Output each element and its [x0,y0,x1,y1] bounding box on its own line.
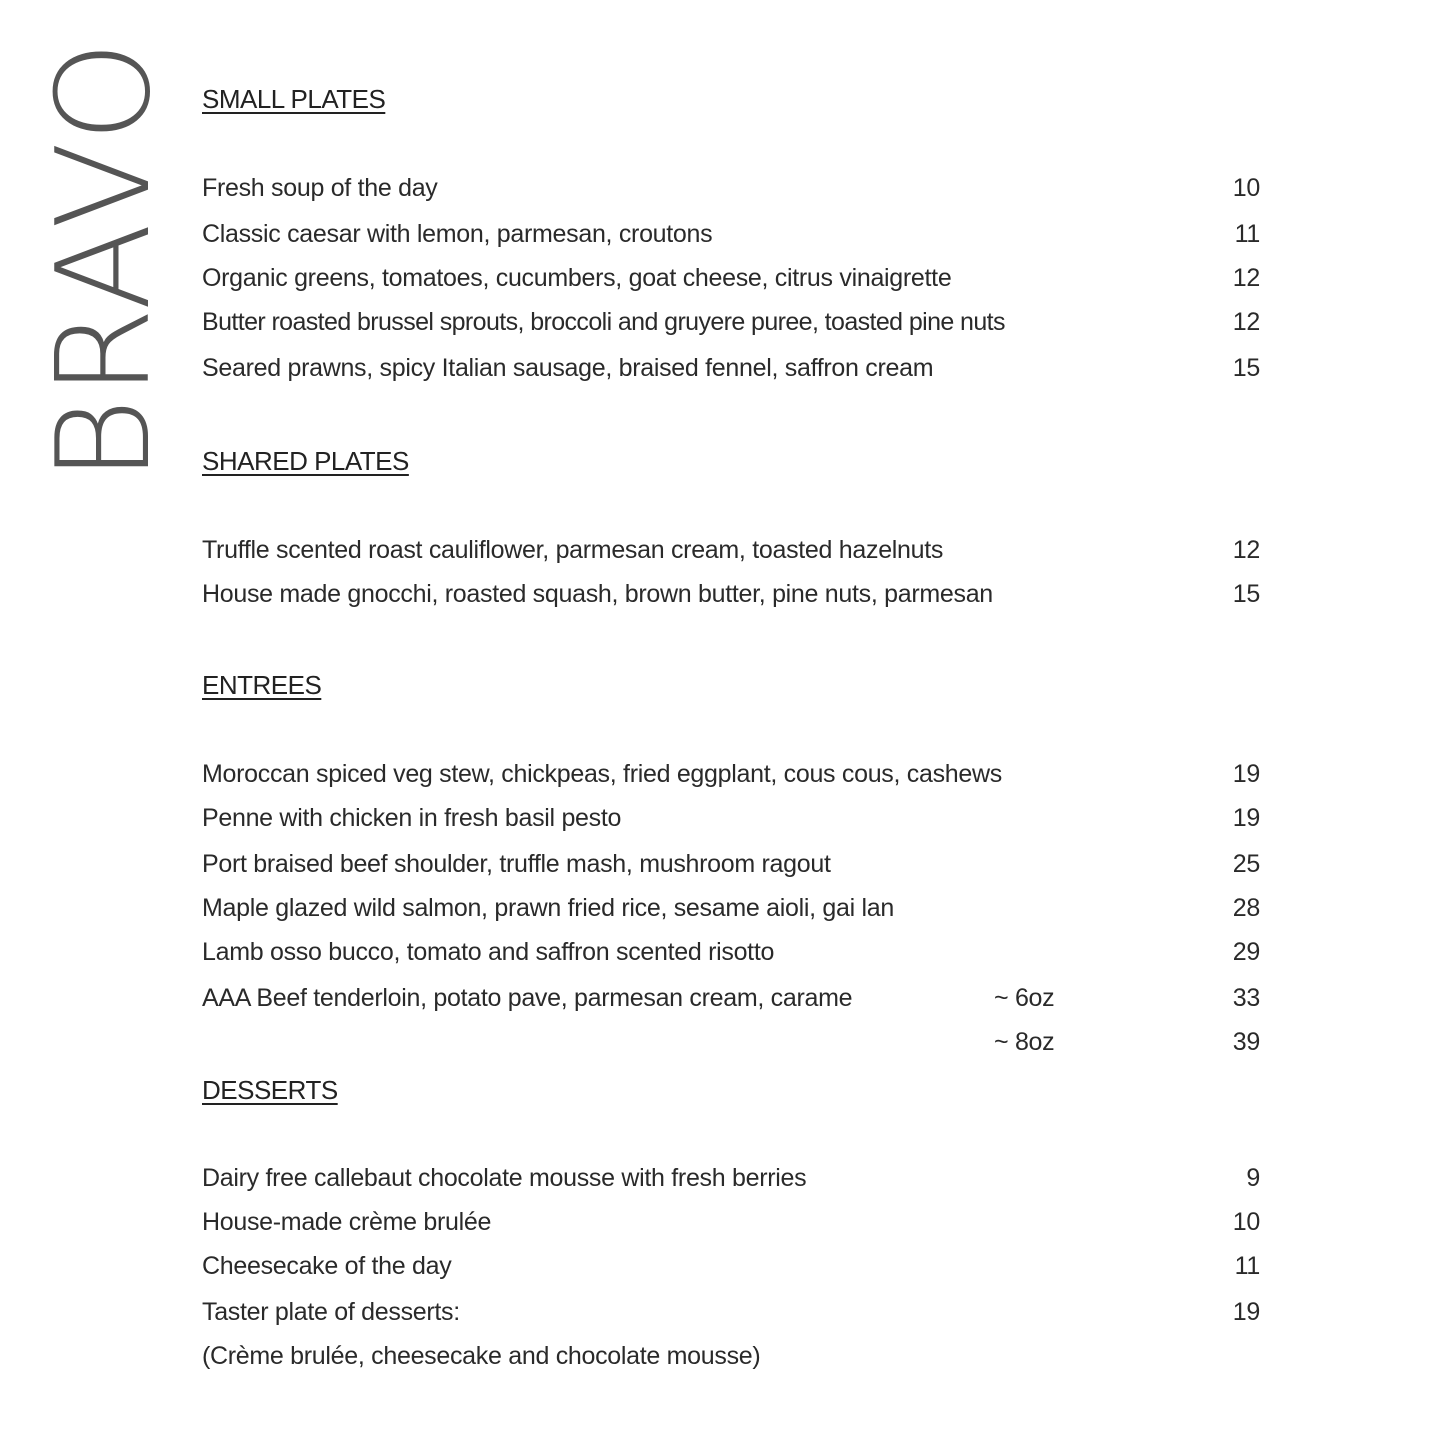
item-description: Moroccan spiced veg stew, chickpeas, fried eggplant, cous cous, cashews [202,760,1002,788]
item-price: 10 [1232,1208,1260,1236]
menu-item [202,938,1260,970]
item-description: Cheesecake of the day [202,1252,452,1280]
menu-item [202,1342,1260,1374]
item-price: 19 [1232,760,1260,788]
section-heading-small-plates: SMALL PLATES [202,84,386,114]
menu-item [202,264,1260,296]
item-price: 25 [1232,850,1260,878]
menu-item [202,1164,1260,1196]
item-description: AAA Beef tenderloin, potato pave, parmesan cream, carame [202,984,853,1012]
item-description: House-made crème brulée [202,1208,492,1236]
menu-item [202,174,1260,206]
item-price: 19 [1232,1298,1260,1326]
item-description: Lamb osso bucco, tomato and saffron scented risotto [202,938,775,966]
item-price: 10 [1232,174,1260,202]
menu-item [202,1252,1260,1284]
item-description: House made gnocchi, roasted squash, brown butter, pine nuts, parmesan [202,580,993,608]
section-heading-shared-plates: SHARED PLATES [202,446,409,476]
item-description: Taster plate of desserts: [202,1298,460,1326]
item-description: Maple glazed wild salmon, prawn fried rice, sesame aioli, gai lan [202,894,894,922]
item-description: Classic caesar with lemon, parmesan, croutons [202,220,713,248]
item-price: 29 [1232,938,1260,966]
item-description: Butter roasted brussel sprouts, broccoli and gruyere puree, toasted pine nuts [202,308,1005,336]
section-heading-entrees: ENTREES [202,670,322,700]
item-description: Penne with chicken in fresh basil pesto [202,804,622,832]
section-heading-desserts: DESSERTS [202,1075,338,1105]
item-description: Seared prawns, spicy Italian sausage, braised fennel, saffron cream [202,354,934,382]
item-price: 15 [1232,354,1260,382]
menu-item [202,1028,1260,1060]
item-description: Organic greens, tomatoes, cucumbers, goat cheese, citrus vinaigrette [202,264,952,292]
item-price: 9 [1246,1164,1260,1192]
item-price: 33 [1232,984,1260,1012]
item-description: Truffle scented roast cauliflower, parmesan cream, toasted hazelnuts [202,536,944,564]
item-price: 12 [1232,536,1260,564]
brand-logo: BRAVO [30,39,179,482]
item-price: 11 [1234,1252,1260,1280]
menu-item [202,984,1260,1016]
item-price: 12 [1232,308,1260,336]
menu-item [202,536,1260,568]
item-price: 12 [1232,264,1260,292]
item-price: 11 [1234,220,1260,248]
item-price: 39 [1232,1028,1260,1056]
item-price: 28 [1232,894,1260,922]
item-description: Dairy free callebaut chocolate mousse with fresh berries [202,1164,807,1192]
menu-item [202,760,1260,792]
item-size: ~ 6oz [994,984,1055,1012]
menu-item [202,804,1260,836]
menu-item [202,580,1260,612]
item-description: Port braised beef shoulder, truffle mash, mushroom ragout [202,850,831,878]
menu-item [202,220,1260,252]
menu-item [202,354,1260,386]
menu-item [202,1298,1260,1330]
menu-item [202,850,1260,882]
item-price: 15 [1232,580,1260,608]
menu-item [202,308,1260,340]
item-size: ~ 8oz [994,1028,1055,1056]
item-description: (Crème brulée, cheesecake and chocolate mousse) [202,1342,761,1370]
item-price: 19 [1232,804,1260,832]
menu-item [202,1208,1260,1240]
menu-item [202,894,1260,926]
item-description: Fresh soup of the day [202,174,438,202]
